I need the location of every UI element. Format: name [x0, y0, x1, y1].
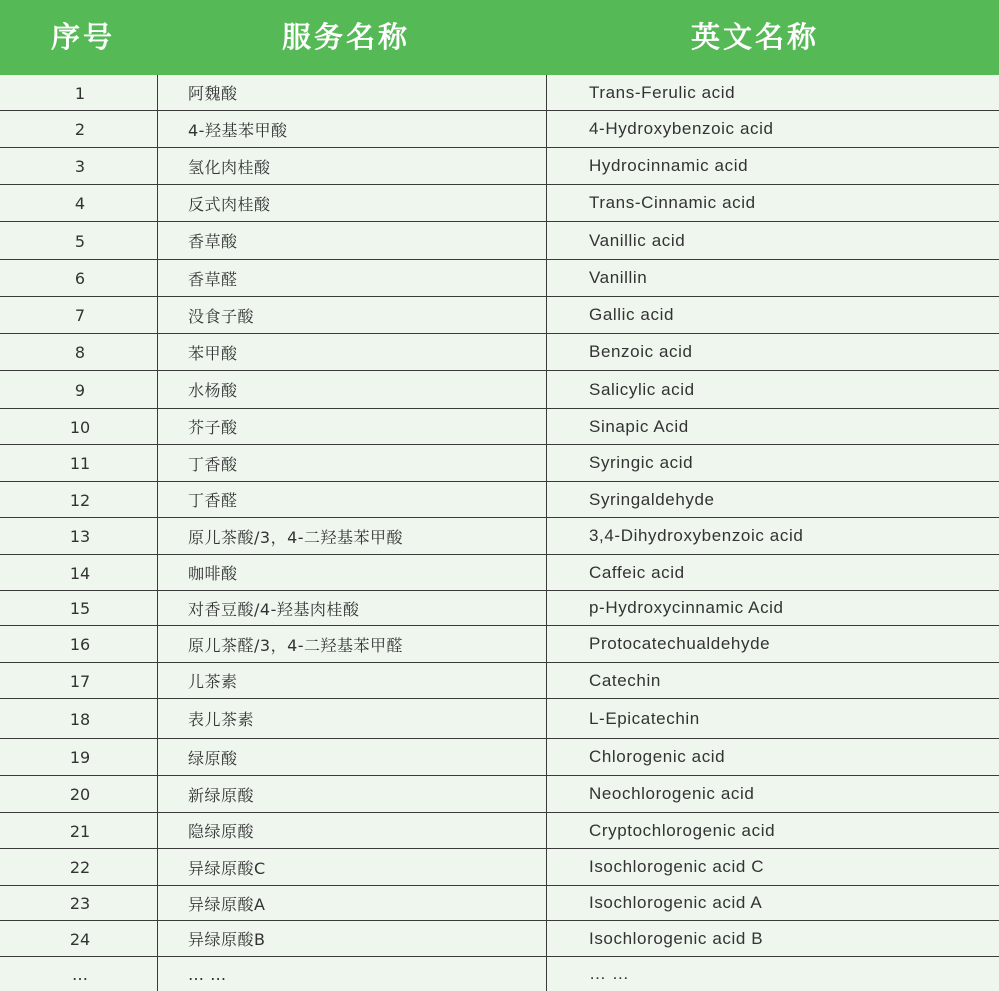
row-service-name: 氢化肉桂酸 [188, 157, 271, 177]
table-row [0, 886, 999, 921]
row-english-name: Sinapic Acid [589, 416, 689, 436]
row-service-name: 新绿原酸 [188, 785, 255, 805]
row-number: 14 [69, 563, 91, 583]
header-english-name: 英文名称 [690, 20, 819, 54]
row-english-name: Protocatechualdehyde [589, 634, 771, 653]
row-service-name: 阿魏酸 [188, 84, 238, 103]
row-english-name: Caffeic acid [589, 562, 685, 582]
row-service-name: 对香豆酸/4-羟基肉桂酸 [188, 599, 360, 619]
row-number: 16 [69, 635, 91, 654]
row-english-name: Catechin [589, 670, 661, 690]
column-divider-2 [546, 75, 547, 991]
row-english-name: Isochlorogenic acid C [589, 857, 765, 876]
row-service-name: 异绿原酸B [188, 930, 266, 949]
table-row [0, 776, 999, 813]
table-row [0, 699, 999, 739]
row-english-name: Trans-Ferulic acid [589, 82, 736, 102]
table-row [0, 111, 999, 148]
row-english-name: Neochlorogenic acid [589, 784, 755, 803]
row-number: 8 [74, 343, 86, 362]
table-row [0, 222, 999, 260]
row-service-name: 表儿茶素 [188, 710, 255, 729]
row-service-name: … … [188, 964, 227, 984]
table-row [0, 739, 999, 776]
row-service-name: 没食子酸 [188, 306, 255, 326]
row-number: 12 [69, 490, 91, 510]
row-service-name: 隐绿原酸 [188, 822, 255, 841]
row-service-name: 芥子酸 [188, 418, 238, 437]
row-number: 2 [74, 120, 86, 139]
row-number: 13 [69, 527, 91, 546]
row-service-name: 异绿原酸C [188, 858, 266, 878]
table-row [0, 445, 999, 482]
table-row [0, 185, 999, 222]
table-row [0, 957, 999, 991]
table-row [0, 591, 999, 626]
row-service-name: 4-羟基苯甲酸 [188, 120, 288, 140]
table-row [0, 626, 999, 663]
row-service-name: 绿原酸 [188, 748, 238, 768]
row-number: 19 [69, 748, 91, 767]
row-number: 11 [69, 454, 91, 473]
table-row [0, 409, 999, 445]
row-english-name: Gallic acid [589, 305, 675, 324]
row-number: 7 [74, 306, 86, 325]
row-english-name: Cryptochlorogenic acid [589, 820, 776, 840]
row-english-name: 4-Hydroxybenzoic acid [589, 119, 774, 138]
row-service-name: 儿茶素 [188, 672, 238, 691]
row-number: … [72, 965, 88, 984]
row-number: 5 [74, 231, 86, 251]
row-english-name: Chlorogenic acid [589, 747, 726, 766]
table-row [0, 813, 999, 849]
row-number: 22 [69, 858, 91, 877]
row-number: 23 [69, 894, 91, 913]
row-service-name: 水杨酸 [188, 381, 238, 400]
table-row [0, 555, 999, 591]
row-number: 21 [69, 821, 91, 841]
row-english-name: Hydrocinnamic acid [589, 156, 749, 175]
row-service-name: 香草醛 [188, 269, 238, 289]
row-english-name: Trans-Cinnamic acid [589, 193, 756, 212]
table-row [0, 663, 999, 699]
row-number: 3 [74, 157, 86, 176]
row-english-name: … … [589, 964, 630, 983]
row-service-name: 苯甲酸 [188, 343, 238, 363]
row-service-name: 香草酸 [188, 232, 238, 251]
row-english-name: Isochlorogenic acid B [589, 928, 764, 948]
row-service-name: 丁香醛 [188, 491, 238, 510]
table-row [0, 75, 999, 111]
table-row [0, 482, 999, 518]
row-service-name: 反式肉桂酸 [188, 194, 271, 214]
row-number: 15 [69, 599, 91, 618]
table-row [0, 371, 999, 409]
table-row [0, 334, 999, 371]
row-english-name: p-Hydroxycinnamic Acid [589, 598, 784, 617]
row-service-name: 原儿茶酸/3，4-二羟基苯甲酸 [188, 527, 404, 547]
header-number: 序号 [50, 20, 115, 54]
row-number: 9 [74, 380, 86, 400]
row-english-name: Syringic acid [589, 453, 694, 472]
row-english-name: L-Epicatechin [589, 708, 700, 728]
row-english-name: Benzoic acid [589, 342, 693, 361]
row-service-name: 原儿茶醛/3，4-二羟基苯甲醛 [188, 635, 404, 655]
table-header [0, 0, 999, 75]
row-number: 18 [69, 709, 91, 729]
row-number: 6 [74, 269, 86, 288]
table-row [0, 297, 999, 334]
row-english-name: Vanillin [589, 268, 648, 287]
table-row [0, 921, 999, 957]
row-number: 4 [74, 194, 86, 213]
header-service-name: 服务名称 [281, 20, 410, 54]
table-row [0, 260, 999, 297]
row-number: 20 [69, 785, 91, 804]
column-divider-1 [157, 75, 158, 991]
row-english-name: Vanillic acid [589, 230, 686, 250]
row-english-name: Salicylic acid [589, 379, 695, 399]
row-service-name: 异绿原酸A [188, 894, 266, 914]
row-service-name: 咖啡酸 [188, 564, 238, 583]
table-row [0, 849, 999, 886]
row-number: 24 [69, 929, 91, 949]
table-row [0, 148, 999, 185]
row-number: 10 [69, 417, 91, 437]
table-row [0, 518, 999, 555]
row-number: 1 [74, 83, 86, 103]
row-service-name: 丁香酸 [188, 454, 238, 474]
row-english-name: Syringaldehyde [589, 489, 715, 509]
row-english-name: 3,4-Dihydroxybenzoic acid [589, 526, 804, 545]
row-english-name: Isochlorogenic acid A [589, 893, 763, 912]
row-number: 17 [69, 671, 91, 691]
